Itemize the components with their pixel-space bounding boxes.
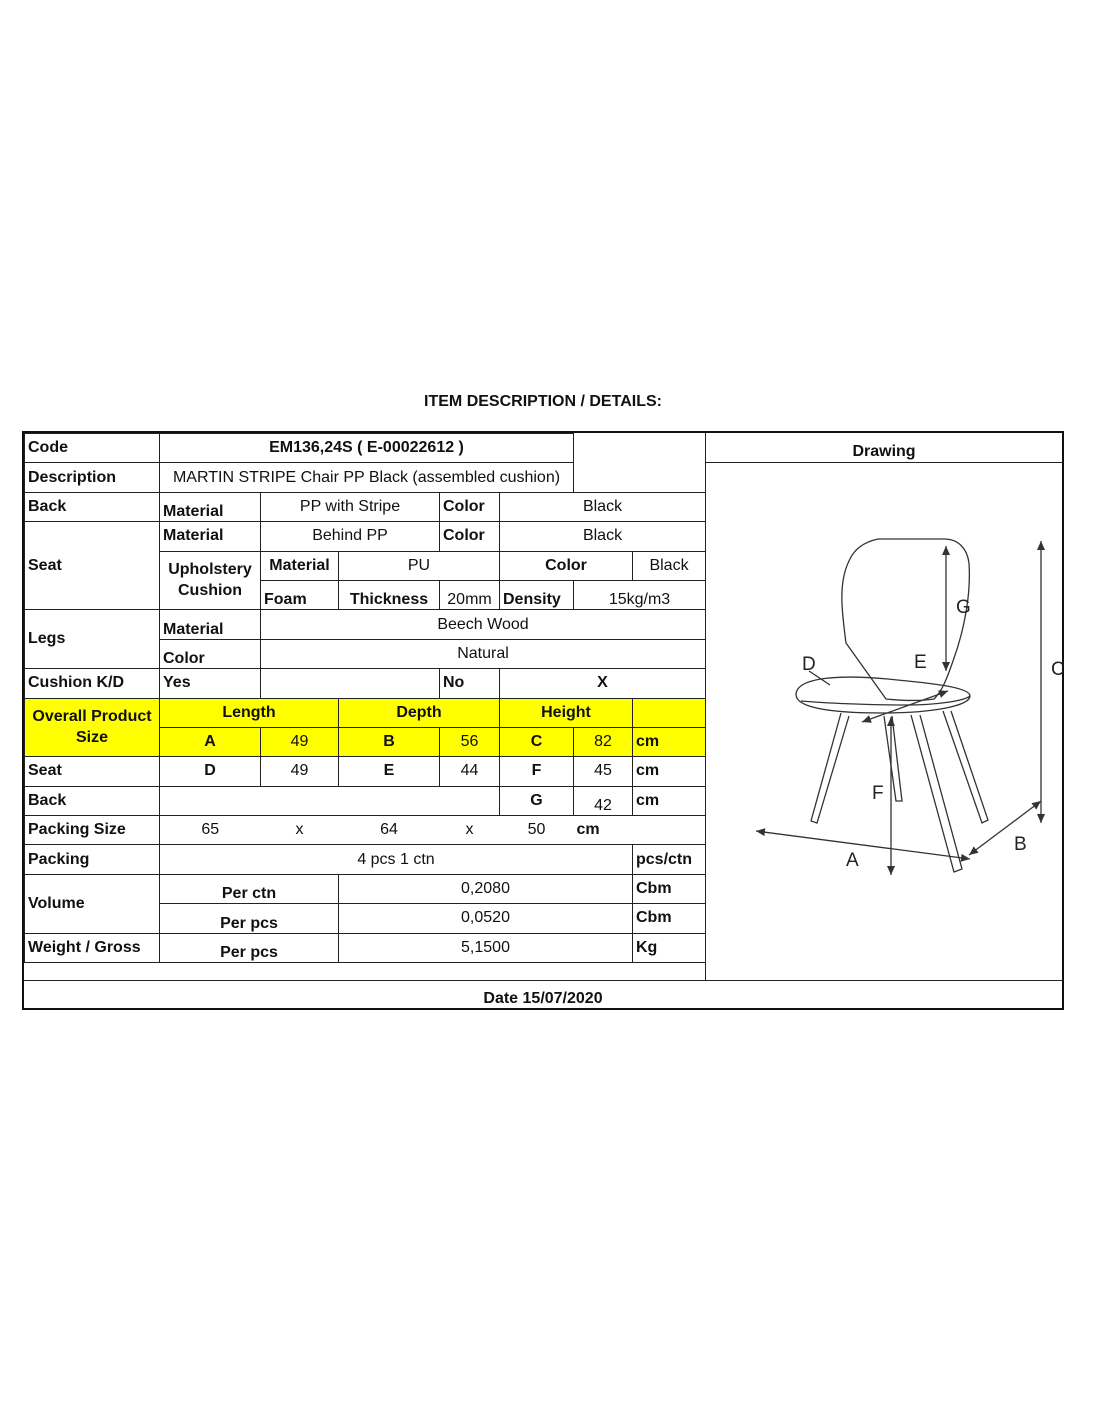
overall-size-label-line2: Size [75, 729, 108, 747]
seat-material-value: Behind PP [261, 522, 440, 551]
weight-row [25, 933, 706, 962]
density-label: Density [500, 580, 574, 609]
dim-a-value: 49 [261, 727, 339, 756]
description-value: MARTIN STRIPE Chair PP Black (assembled cushion) [160, 463, 574, 492]
drawing-label-c: C [1051, 659, 1065, 680]
upholstery-material-label: Material [261, 551, 339, 580]
dim-b-line [969, 801, 1041, 855]
seat-color-label: Color [440, 522, 500, 551]
dim-b-label: B [339, 727, 440, 756]
upholstery-cushion-label [160, 551, 261, 610]
packing-unit: pcs/ctn [633, 845, 706, 874]
legs-label: Legs [25, 610, 160, 669]
depth-label: Depth [339, 698, 500, 727]
yes-label: Yes [160, 669, 261, 698]
packing-times-1: x [261, 816, 339, 845]
back-color-label: Color [440, 492, 500, 521]
yes-value [261, 669, 440, 698]
drawing-label-g: G [956, 597, 971, 618]
length-label: Length [160, 698, 339, 727]
no-label: No [440, 669, 500, 698]
volume-per-ctn: 0,2080 [339, 874, 633, 903]
packing-size-label: Packing Size [25, 816, 160, 845]
dim-e-line [862, 691, 948, 722]
weight-per-pcs: 5,1500 [339, 933, 633, 962]
back-material-value: PP with Stripe [261, 492, 440, 521]
upholstery-label: Upholstery [168, 561, 252, 579]
overall-unit: cm [633, 727, 706, 756]
overall-size-label-line1: Overall Product [32, 708, 152, 726]
thickness-value: 20mm [440, 580, 500, 609]
drawing-label-d: D [802, 654, 816, 675]
dimension-lines [756, 541, 1041, 875]
code-label: Code [25, 434, 160, 463]
seat-material-label: Material [160, 522, 261, 551]
legs-color-value: Natural [261, 639, 706, 668]
packing-times-2: x [440, 816, 500, 845]
drawing-header: Drawing [705, 433, 1062, 463]
dim-f-label: F [500, 757, 574, 786]
packing-label: Packing [25, 845, 160, 874]
dim-f-value: 45 [574, 757, 633, 786]
description-label: Description [25, 463, 160, 492]
seat-dims-label: Seat [25, 757, 160, 786]
dim-g-value: 42 [574, 786, 633, 815]
legs-material-label: Material [160, 610, 261, 639]
dim-d-value: 49 [261, 757, 339, 786]
thickness-label: Thickness [339, 580, 440, 609]
volume-ctn-row [25, 874, 706, 903]
dim-a-label: A [160, 727, 261, 756]
no-value: X [500, 669, 706, 698]
back-dims-label: Back [25, 786, 160, 815]
spec-table [24, 433, 706, 963]
seat-label: Seat [25, 522, 160, 610]
legs-color-label: Color [160, 639, 261, 668]
height-label: Height [500, 698, 633, 727]
overall-size-header-row [25, 698, 706, 727]
back-material-label: Material [160, 492, 261, 521]
cushion-kd-row [25, 669, 706, 698]
foam-label: Foam [261, 580, 339, 609]
dim-d-label: D [160, 757, 261, 786]
weight-unit: Kg [633, 933, 706, 962]
drawing-area [705, 463, 1065, 980]
packing-size-row [25, 816, 706, 845]
dimension-labels [802, 597, 1065, 871]
packing-length: 65 [160, 816, 261, 845]
volume-label: Volume [25, 874, 160, 933]
back-dims-row [25, 786, 706, 815]
drawing-label-a: A [846, 850, 859, 871]
back-label: Back [25, 492, 160, 521]
packing-size-unit: cm [574, 816, 633, 845]
packing-height: 50 [500, 816, 574, 845]
code-row [25, 434, 706, 463]
seat-dims-unit: cm [633, 757, 706, 786]
volume-ctn-unit: Cbm [633, 874, 706, 903]
overall-unit-spacer [633, 698, 706, 727]
drawing-label-f: F [872, 783, 884, 804]
back-dims-unit: cm [633, 786, 706, 815]
chair-outline [796, 539, 988, 872]
upholstery-color-label: Color [500, 551, 633, 580]
drawing-label-e: E [914, 652, 927, 673]
drawing-label-b: B [1014, 834, 1027, 855]
packing-row [25, 845, 706, 874]
back-color-value: Black [500, 492, 706, 521]
spec-sheet [22, 431, 1064, 1010]
dim-c-label: C [500, 727, 574, 756]
date-footer: Date 15/07/2020 [24, 980, 1062, 1008]
upholstery-material-value: PU [339, 551, 500, 580]
chair-drawing [706, 463, 1065, 980]
legs-material-row [25, 610, 706, 639]
dim-e-value: 44 [440, 757, 500, 786]
packing-width: 64 [339, 816, 440, 845]
seat-row [25, 522, 706, 551]
volume-pcs-unit: Cbm [633, 904, 706, 933]
dim-e-label: E [339, 757, 440, 786]
volume-per-pcs-label: Per pcs [160, 904, 339, 933]
page-title: ITEM DESCRIPTION / DETAILS: [424, 393, 662, 410]
seat-color-value: Black [500, 522, 706, 551]
cushion-kd-label: Cushion K/D [25, 669, 160, 698]
dim-b-value: 56 [440, 727, 500, 756]
dim-a-line [756, 831, 970, 859]
packing-size-spacer [633, 816, 706, 845]
dim-c-value: 82 [574, 727, 633, 756]
weight-label: Weight / Gross [25, 933, 160, 962]
cushion-label: Cushion [178, 582, 242, 600]
dim-g-label: G [500, 786, 574, 815]
back-row [25, 492, 706, 521]
code-value: EM136,24S ( E-00022612 ) [160, 434, 574, 463]
packing-value: 4 pcs 1 ctn [160, 845, 633, 874]
weight-per-pcs-label: Per pcs [160, 933, 339, 962]
seat-dims-row [25, 757, 706, 786]
per-ctn-label: Per ctn [160, 874, 339, 903]
volume-per-pcs: 0,0520 [339, 904, 633, 933]
legs-material-value: Beech Wood [261, 610, 706, 639]
upholstery-color-value: Black [633, 551, 706, 580]
back-dims-spacer [160, 786, 500, 815]
overall-size-label [25, 698, 160, 757]
density-value: 15kg/m3 [574, 580, 706, 609]
description-row [25, 463, 706, 492]
